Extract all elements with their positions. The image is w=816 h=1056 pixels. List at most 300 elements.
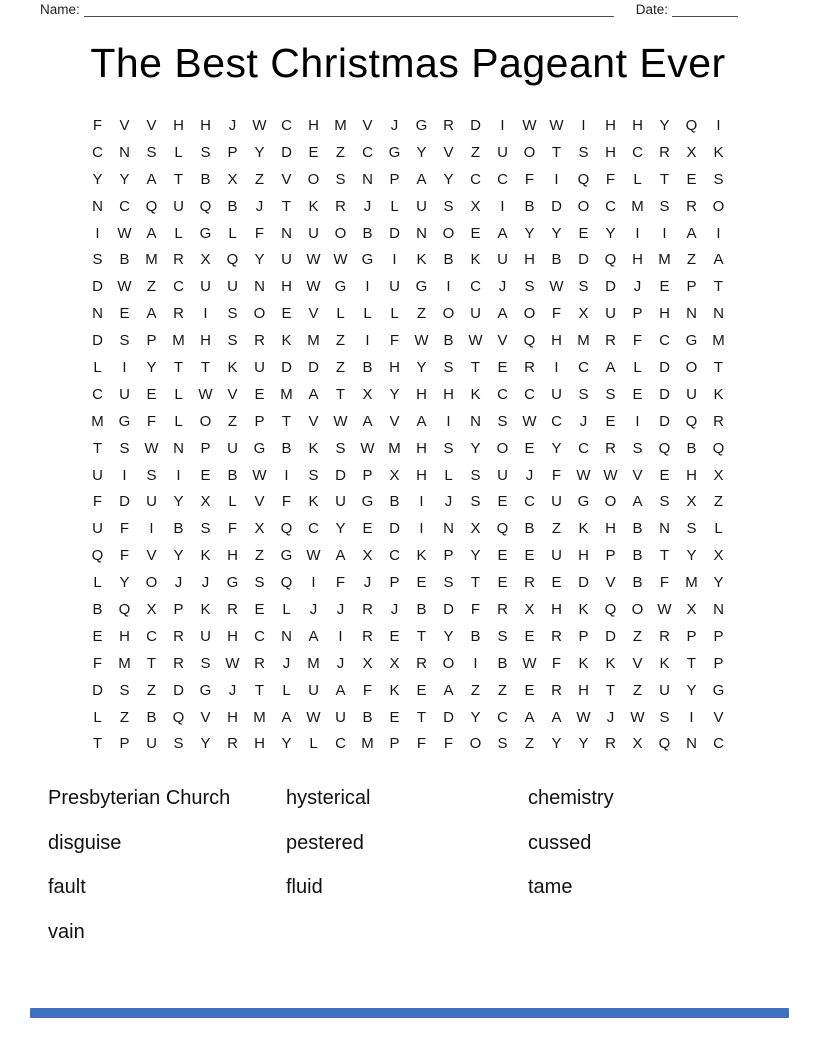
grid-letter: E xyxy=(470,224,481,242)
grid-letter: L xyxy=(282,600,291,618)
grid-letter: K xyxy=(470,251,481,269)
grid-letter: U xyxy=(497,466,508,484)
grid-letter: J xyxy=(498,278,507,296)
grid-letter: K xyxy=(605,654,616,672)
grid-letter: S xyxy=(470,493,481,511)
grid-letter: C xyxy=(281,116,292,134)
grid-letter: O xyxy=(523,143,536,161)
grid-letter: Y xyxy=(146,358,157,376)
grid-letter: U xyxy=(146,735,157,753)
grid-letter: V xyxy=(362,116,373,134)
grid-letter: N xyxy=(92,197,103,215)
grid-letter: H xyxy=(659,305,670,323)
grid-letter: D xyxy=(605,627,616,645)
grid-letter: R xyxy=(173,654,184,672)
grid-letter: X xyxy=(470,197,481,215)
grid-letter: J xyxy=(336,654,345,672)
grid-letter: F xyxy=(551,305,562,323)
grid-letter: H xyxy=(227,708,238,726)
grid-letter: N xyxy=(416,224,427,242)
grid-letter: H xyxy=(443,385,454,403)
grid-letter: T xyxy=(659,170,670,188)
grid-letter: T xyxy=(713,358,724,376)
grid-letter: W xyxy=(306,251,321,269)
grid-letter: D xyxy=(578,574,589,592)
grid-letter: U xyxy=(281,251,292,269)
grid-letter: I xyxy=(554,358,559,376)
grid-letter: W xyxy=(576,708,591,726)
grid-letter: D xyxy=(443,708,454,726)
grid-letter: K xyxy=(200,547,211,565)
grid-letter: E xyxy=(389,627,400,645)
grid-letter: W xyxy=(198,385,213,403)
grid-letter: W xyxy=(225,654,240,672)
grid-letter: L xyxy=(228,224,237,242)
grid-letter: S xyxy=(686,520,697,538)
grid-letter: C xyxy=(497,385,508,403)
grid-letter: J xyxy=(282,654,291,672)
grid-letter: G xyxy=(577,493,590,511)
grid-letter: E xyxy=(632,385,643,403)
grid-letter: T xyxy=(92,439,103,457)
grid-letter: W xyxy=(252,116,267,134)
grid-letter: E xyxy=(497,547,508,565)
grid-letter: F xyxy=(362,681,373,699)
grid-letter: A xyxy=(686,224,697,242)
grid-letter: K xyxy=(713,143,724,161)
grid-letter: R xyxy=(173,251,184,269)
grid-letter: E xyxy=(686,170,697,188)
grid-letter: W xyxy=(252,466,267,484)
grid-letter: Y xyxy=(470,708,481,726)
grid-letter: Q xyxy=(658,735,671,753)
grid-letter: D xyxy=(92,681,103,699)
grid-letter: S xyxy=(524,278,535,296)
grid-letter: V xyxy=(632,654,643,672)
grid-letter: W xyxy=(603,466,618,484)
grid-letter: T xyxy=(173,170,184,188)
grid-letter: P xyxy=(254,412,265,430)
grid-letter: Y xyxy=(416,143,427,161)
grid-letter: X xyxy=(389,466,400,484)
grid-letter: H xyxy=(551,332,562,350)
grid-letter: T xyxy=(254,681,265,699)
grid-letter: Z xyxy=(146,278,157,296)
grid-letter: F xyxy=(335,574,346,592)
grid-letter: O xyxy=(577,197,590,215)
grid-letter: S xyxy=(227,332,238,350)
grid-letter: H xyxy=(227,547,238,565)
grid-letter: L xyxy=(363,305,372,323)
grid-letter: I xyxy=(365,278,370,296)
grid-letter: N xyxy=(173,439,184,457)
grid-letter: D xyxy=(605,278,616,296)
grid-letter: F xyxy=(416,735,427,753)
grid-letter: M xyxy=(172,332,185,350)
grid-letter: X xyxy=(713,466,724,484)
grid-letter: X xyxy=(578,305,589,323)
grid-letter: G xyxy=(361,251,374,269)
grid-letter: A xyxy=(524,708,535,726)
grid-letter: Z xyxy=(470,681,481,699)
grid-letter: M xyxy=(307,332,320,350)
grid-letter: I xyxy=(662,224,667,242)
grid-letter: E xyxy=(362,520,373,538)
grid-letter: A xyxy=(416,170,427,188)
grid-letter: M xyxy=(712,332,725,350)
grid-letter: B xyxy=(632,574,643,592)
grid-letter: R xyxy=(173,627,184,645)
grid-letter: W xyxy=(630,708,645,726)
grid-letter: I xyxy=(311,574,316,592)
grid-letter: R xyxy=(497,600,508,618)
grid-letter: N xyxy=(362,170,373,188)
grid-letter: W xyxy=(576,466,591,484)
grid-letter: C xyxy=(605,197,616,215)
grid-letter: S xyxy=(254,574,265,592)
grid-letter: T xyxy=(146,654,157,672)
grid-letter: I xyxy=(446,278,451,296)
date-blank-line xyxy=(672,2,738,17)
grid-letter: B xyxy=(686,439,697,457)
grid-letter: Z xyxy=(497,681,508,699)
grid-letter: U xyxy=(551,493,562,511)
grid-letter: B xyxy=(416,600,427,618)
grid-letter: U xyxy=(686,385,697,403)
grid-letter: F xyxy=(119,547,130,565)
grid-letter: Q xyxy=(280,574,293,592)
grid-letter: L xyxy=(390,305,399,323)
grid-letter: C xyxy=(524,493,535,511)
grid-letter: X xyxy=(362,654,373,672)
grid-letter: Z xyxy=(335,332,346,350)
grid-letter: U xyxy=(605,305,616,323)
grid-letter: B xyxy=(362,358,373,376)
grid-letter: M xyxy=(307,654,320,672)
grid-letter: U xyxy=(416,197,427,215)
grid-letter: B xyxy=(119,251,130,269)
grid-letter: M xyxy=(280,385,293,403)
grid-letter: B xyxy=(146,708,157,726)
grid-letter: B xyxy=(389,493,400,511)
grid-letter: X xyxy=(200,493,211,511)
grid-letter: K xyxy=(578,654,589,672)
grid-letter: M xyxy=(91,412,104,430)
grid-letter: Q xyxy=(91,547,104,565)
grid-letter: M xyxy=(334,116,347,134)
grid-letter: K xyxy=(200,600,211,618)
grid-letter: H xyxy=(632,116,643,134)
grid-letter: F xyxy=(551,654,562,672)
grid-letter: R xyxy=(713,412,724,430)
grid-letter: D xyxy=(551,197,562,215)
grid-letter: X xyxy=(686,600,697,618)
grid-letter: O xyxy=(685,358,698,376)
grid-letter: F xyxy=(389,332,400,350)
grid-letter: E xyxy=(254,385,265,403)
grid-letter: I xyxy=(284,466,289,484)
grid-letter: Y xyxy=(416,358,427,376)
grid-letter: S xyxy=(605,385,616,403)
grid-letter: H xyxy=(605,116,616,134)
grid-letter: F xyxy=(227,520,238,538)
grid-letter: R xyxy=(362,600,373,618)
grid-letter: T xyxy=(281,412,292,430)
grid-letter: K xyxy=(308,439,319,457)
grid-letter: C xyxy=(92,143,103,161)
grid-letter: F xyxy=(632,332,643,350)
grid-letter: I xyxy=(122,466,127,484)
grid-letter: F xyxy=(524,170,535,188)
grid-letter: I xyxy=(365,332,370,350)
grid-letter: Y xyxy=(389,385,400,403)
grid-letter: U xyxy=(470,305,481,323)
grid-letter: B xyxy=(443,332,454,350)
grid-letter: Q xyxy=(712,439,725,457)
name-blank-line xyxy=(84,2,614,17)
grid-letter: D xyxy=(389,224,400,242)
grid-letter: S xyxy=(443,439,454,457)
grid-letter: S xyxy=(335,170,346,188)
grid-letter: S xyxy=(227,305,238,323)
grid-letter: J xyxy=(363,574,372,592)
grid-letter: M xyxy=(118,654,131,672)
grid-letter: O xyxy=(604,493,617,511)
grid-letter: K xyxy=(389,681,400,699)
grid-letter: M xyxy=(361,735,374,753)
grid-letter: W xyxy=(117,278,132,296)
grid-letter: H xyxy=(254,735,265,753)
grid-letter: Z xyxy=(119,708,130,726)
grid-letter: O xyxy=(307,170,320,188)
grid-letter: H xyxy=(632,251,643,269)
word-bank-item: disguise xyxy=(48,831,122,854)
grid-letter: Q xyxy=(145,197,158,215)
grid-letter: O xyxy=(469,735,482,753)
grid-letter: P xyxy=(227,143,238,161)
grid-letter: I xyxy=(95,224,100,242)
grid-letter: Y xyxy=(551,224,562,242)
grid-letter: W xyxy=(333,251,348,269)
grid-letter: D xyxy=(92,278,103,296)
grid-letter: G xyxy=(118,412,131,430)
grid-letter: B xyxy=(524,520,535,538)
grid-letter: L xyxy=(174,224,183,242)
grid-letter: E xyxy=(659,466,670,484)
grid-letter: A xyxy=(551,708,562,726)
grid-letter: E xyxy=(254,600,265,618)
wordsearch-grid xyxy=(84,112,732,757)
grid-letter: S xyxy=(443,358,454,376)
grid-letter: R xyxy=(605,332,616,350)
grid-letter: R xyxy=(659,627,670,645)
grid-letter: V xyxy=(443,143,454,161)
grid-letter: Y xyxy=(686,547,697,565)
grid-letter: D xyxy=(173,681,184,699)
grid-letter: N xyxy=(281,224,292,242)
grid-letter: H xyxy=(605,520,616,538)
grid-letter: B xyxy=(443,251,454,269)
grid-letter: N xyxy=(686,305,697,323)
grid-letter: K xyxy=(308,197,319,215)
grid-letter: J xyxy=(363,197,372,215)
grid-letter: F xyxy=(605,170,616,188)
grid-letter: O xyxy=(442,224,455,242)
grid-letter: S xyxy=(470,466,481,484)
grid-letter: W xyxy=(306,547,321,565)
grid-letter: X xyxy=(362,385,373,403)
grid-letter: A xyxy=(713,251,724,269)
grid-letter: R xyxy=(659,143,670,161)
grid-letter: B xyxy=(497,654,508,672)
word-bank-column xyxy=(286,776,528,954)
grid-letter: Q xyxy=(658,439,671,457)
grid-letter: S xyxy=(200,654,211,672)
grid-letter: Y xyxy=(443,627,454,645)
grid-letter: D xyxy=(659,385,670,403)
name-label: Name: xyxy=(40,2,80,17)
footer-bar xyxy=(30,1008,789,1018)
grid-letter: Q xyxy=(118,600,131,618)
grid-letter: C xyxy=(254,627,265,645)
grid-letter: E xyxy=(200,466,211,484)
grid-letter: Z xyxy=(227,412,238,430)
grid-letter: R xyxy=(254,332,265,350)
grid-letter: S xyxy=(497,627,508,645)
grid-letter: A xyxy=(335,681,346,699)
grid-letter: D xyxy=(281,143,292,161)
grid-letter: S xyxy=(308,466,319,484)
grid-letter: A xyxy=(146,170,157,188)
grid-letter: Z xyxy=(335,143,346,161)
grid-letter: A xyxy=(281,708,292,726)
grid-letter: S xyxy=(443,574,454,592)
grid-letter: H xyxy=(416,385,427,403)
grid-letter: D xyxy=(659,358,670,376)
grid-letter: F xyxy=(254,224,265,242)
grid-letter: C xyxy=(578,358,589,376)
word-bank-item: tame xyxy=(528,876,573,898)
grid-letter: M xyxy=(658,251,671,269)
grid-letter: M xyxy=(577,332,590,350)
grid-letter: E xyxy=(497,358,508,376)
grid-letter: E xyxy=(281,305,292,323)
grid-letter: X xyxy=(254,520,265,538)
grid-letter: Y xyxy=(173,493,184,511)
grid-letter: K xyxy=(659,654,670,672)
grid-letter: A xyxy=(308,627,319,645)
grid-letter: Z xyxy=(146,681,157,699)
grid-letter: U xyxy=(389,278,400,296)
grid-letter: H xyxy=(200,332,211,350)
grid-letter: Y xyxy=(713,574,724,592)
grid-letter: T xyxy=(470,358,481,376)
grid-letter: Y xyxy=(524,224,535,242)
grid-letter: S xyxy=(497,412,508,430)
grid-letter: V xyxy=(254,493,265,511)
grid-letter: L xyxy=(309,735,318,753)
grid-letter: V xyxy=(497,332,508,350)
grid-letter: P xyxy=(146,332,157,350)
grid-letter: C xyxy=(470,278,481,296)
grid-letter: J xyxy=(606,708,615,726)
word-bank-item: chemistry xyxy=(528,787,614,809)
grid-letter: Z xyxy=(551,520,562,538)
grid-letter: C xyxy=(389,547,400,565)
grid-letter: Y xyxy=(578,735,589,753)
grid-letter: F xyxy=(92,116,103,134)
grid-letter: V xyxy=(713,708,724,726)
grid-letter: I xyxy=(122,358,127,376)
grid-letter: X xyxy=(200,251,211,269)
grid-letter: S xyxy=(146,143,157,161)
grid-letter: Y xyxy=(551,735,562,753)
grid-letter: T xyxy=(173,358,184,376)
grid-letter: M xyxy=(145,251,158,269)
grid-letter: M xyxy=(685,574,698,592)
grid-letter: T xyxy=(200,358,211,376)
grid-letter: I xyxy=(176,466,181,484)
grid-letter: B xyxy=(362,224,373,242)
grid-letter: L xyxy=(444,466,453,484)
word-bank-item: Presbyterian Church xyxy=(48,787,231,809)
grid-letter: H xyxy=(200,116,211,134)
grid-letter: Z xyxy=(254,547,265,565)
grid-letter: T xyxy=(551,143,562,161)
grid-letter: U xyxy=(200,278,211,296)
grid-letter: U xyxy=(227,278,238,296)
grid-letter: H xyxy=(686,466,697,484)
grid-letter: R xyxy=(173,305,184,323)
grid-letter: B xyxy=(362,708,373,726)
grid-letter: A xyxy=(497,224,508,242)
grid-letter: J xyxy=(336,600,345,618)
grid-letter: Y xyxy=(254,143,265,161)
grid-letter: V xyxy=(389,412,400,430)
grid-letter: V xyxy=(281,170,292,188)
grid-letter: L xyxy=(336,305,345,323)
grid-letter: U xyxy=(92,520,103,538)
grid-letter: S xyxy=(119,681,130,699)
grid-letter: Y xyxy=(551,439,562,457)
grid-letter: S xyxy=(119,332,130,350)
grid-letter: O xyxy=(631,600,644,618)
grid-letter: J xyxy=(390,600,399,618)
grid-letter: O xyxy=(199,412,212,430)
grid-letter: G xyxy=(199,681,212,699)
grid-letter: B xyxy=(632,520,643,538)
grid-letter: U xyxy=(308,681,319,699)
grid-letter: R xyxy=(416,654,427,672)
grid-letter: S xyxy=(659,197,670,215)
grid-letter: J xyxy=(228,681,237,699)
grid-letter: I xyxy=(635,224,640,242)
grid-letter: C xyxy=(470,170,481,188)
grid-letter: R xyxy=(335,197,346,215)
grid-letter: H xyxy=(389,358,400,376)
grid-letter: R xyxy=(254,654,265,672)
grid-letter: A xyxy=(632,493,643,511)
grid-letter: N xyxy=(713,305,724,323)
grid-letter: E xyxy=(578,224,589,242)
name-date-row xyxy=(40,0,738,17)
grid-letter: U xyxy=(497,143,508,161)
grid-letter: I xyxy=(635,412,640,430)
grid-letter: C xyxy=(713,735,724,753)
grid-letter: V xyxy=(227,385,238,403)
grid-letter: E xyxy=(524,681,535,699)
grid-letter: R xyxy=(362,627,373,645)
